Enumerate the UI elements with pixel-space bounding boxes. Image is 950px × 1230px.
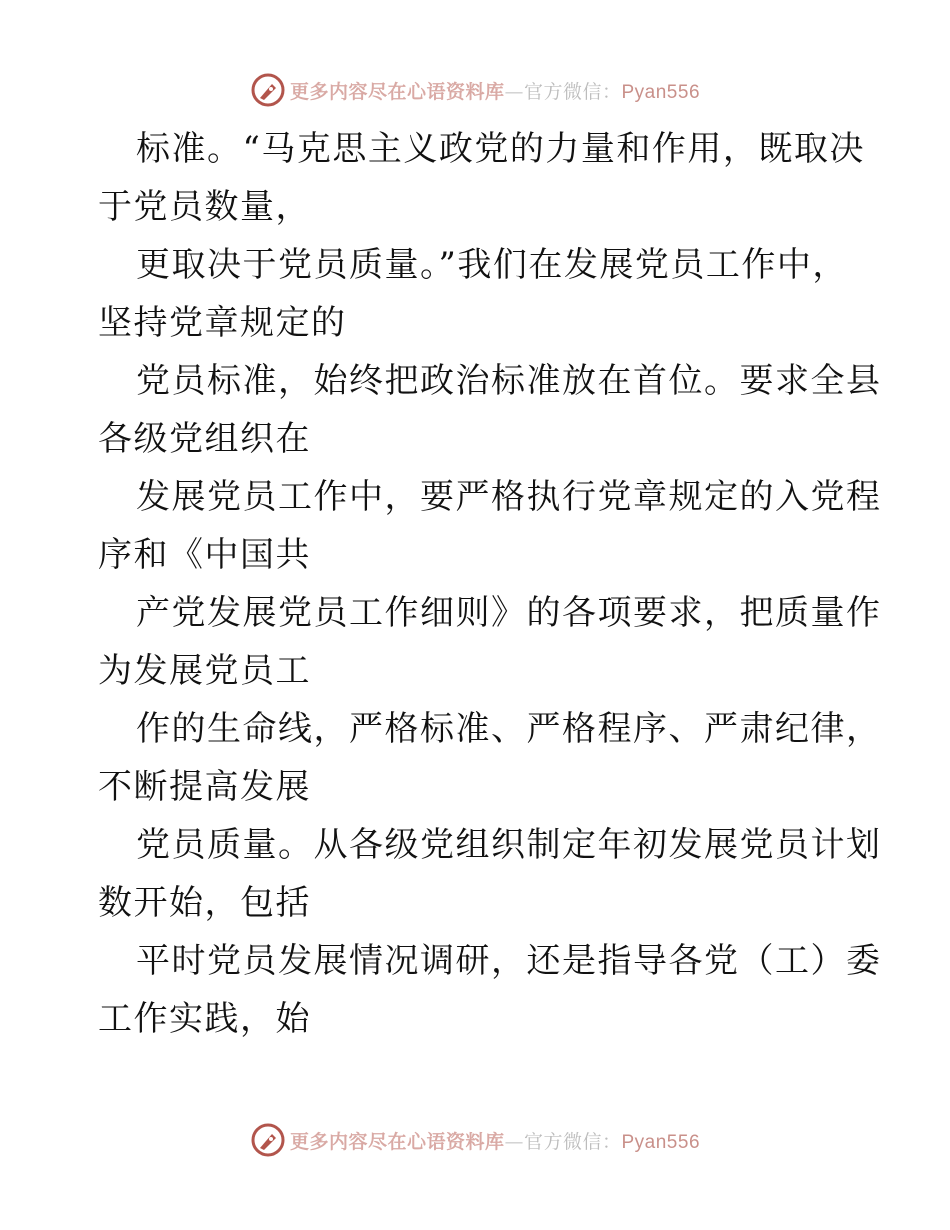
- paragraph-line: 党员质量。从各级党组织制定年初发展党员计划: [136, 825, 882, 865]
- watermark-separator: —: [504, 80, 524, 103]
- watermark-label: 官方微信：: [523, 1130, 622, 1153]
- paragraph-line: 作的生命线，严格标准、严格程序、严肃纪律，: [136, 709, 882, 749]
- paragraph-line: 不断提高发展: [98, 767, 311, 807]
- watermark-prefix: 更多内容尽在心语资料库: [289, 1130, 505, 1153]
- pen-nib-logo-icon: [250, 1122, 286, 1158]
- paragraph-line: 标准。“马克思主义政党的力量和作用，既取决: [136, 129, 865, 169]
- document-body: [98, 120, 882, 1048]
- paragraph-line: 数开始，包括: [98, 883, 311, 923]
- watermark-account: Pyan556: [621, 1131, 701, 1153]
- footer-watermark: [0, 1120, 950, 1160]
- watermark-text: [290, 1127, 700, 1154]
- paragraph-line: 序和《中国共: [98, 535, 311, 575]
- watermark-prefix: 更多内容尽在心语资料库: [289, 80, 505, 103]
- paragraph-line: 党员标准，始终把政治标准放在首位。要求全县: [136, 361, 882, 401]
- watermark-account: Pyan556: [621, 81, 701, 103]
- paragraph-line: 工作实践，始: [98, 999, 311, 1039]
- paragraph-line: 坚持党章规定的: [98, 303, 347, 343]
- watermark-separator: —: [504, 1130, 524, 1153]
- paragraph-line: 于党员数量，: [98, 187, 311, 227]
- paragraph-line: 发展党员工作中，要严格执行党章规定的入党程: [136, 477, 882, 517]
- watermark-label: 官方微信：: [523, 80, 622, 103]
- paragraph-line: 平时党员发展情况调研，还是指导各党（工）委: [136, 941, 882, 981]
- paragraph-line: 更取决于党员质量。”我们在发展党员工作中，: [136, 245, 848, 285]
- watermark-text: [290, 77, 700, 104]
- paragraph-line: 各级党组织在: [98, 419, 311, 459]
- paragraph-line: 为发展党员工: [98, 651, 311, 691]
- paragraph-line: 产党发展党员工作细则》的各项要求，把质量作: [136, 593, 882, 633]
- header-watermark: [0, 70, 950, 110]
- pen-nib-logo-icon: [250, 72, 286, 108]
